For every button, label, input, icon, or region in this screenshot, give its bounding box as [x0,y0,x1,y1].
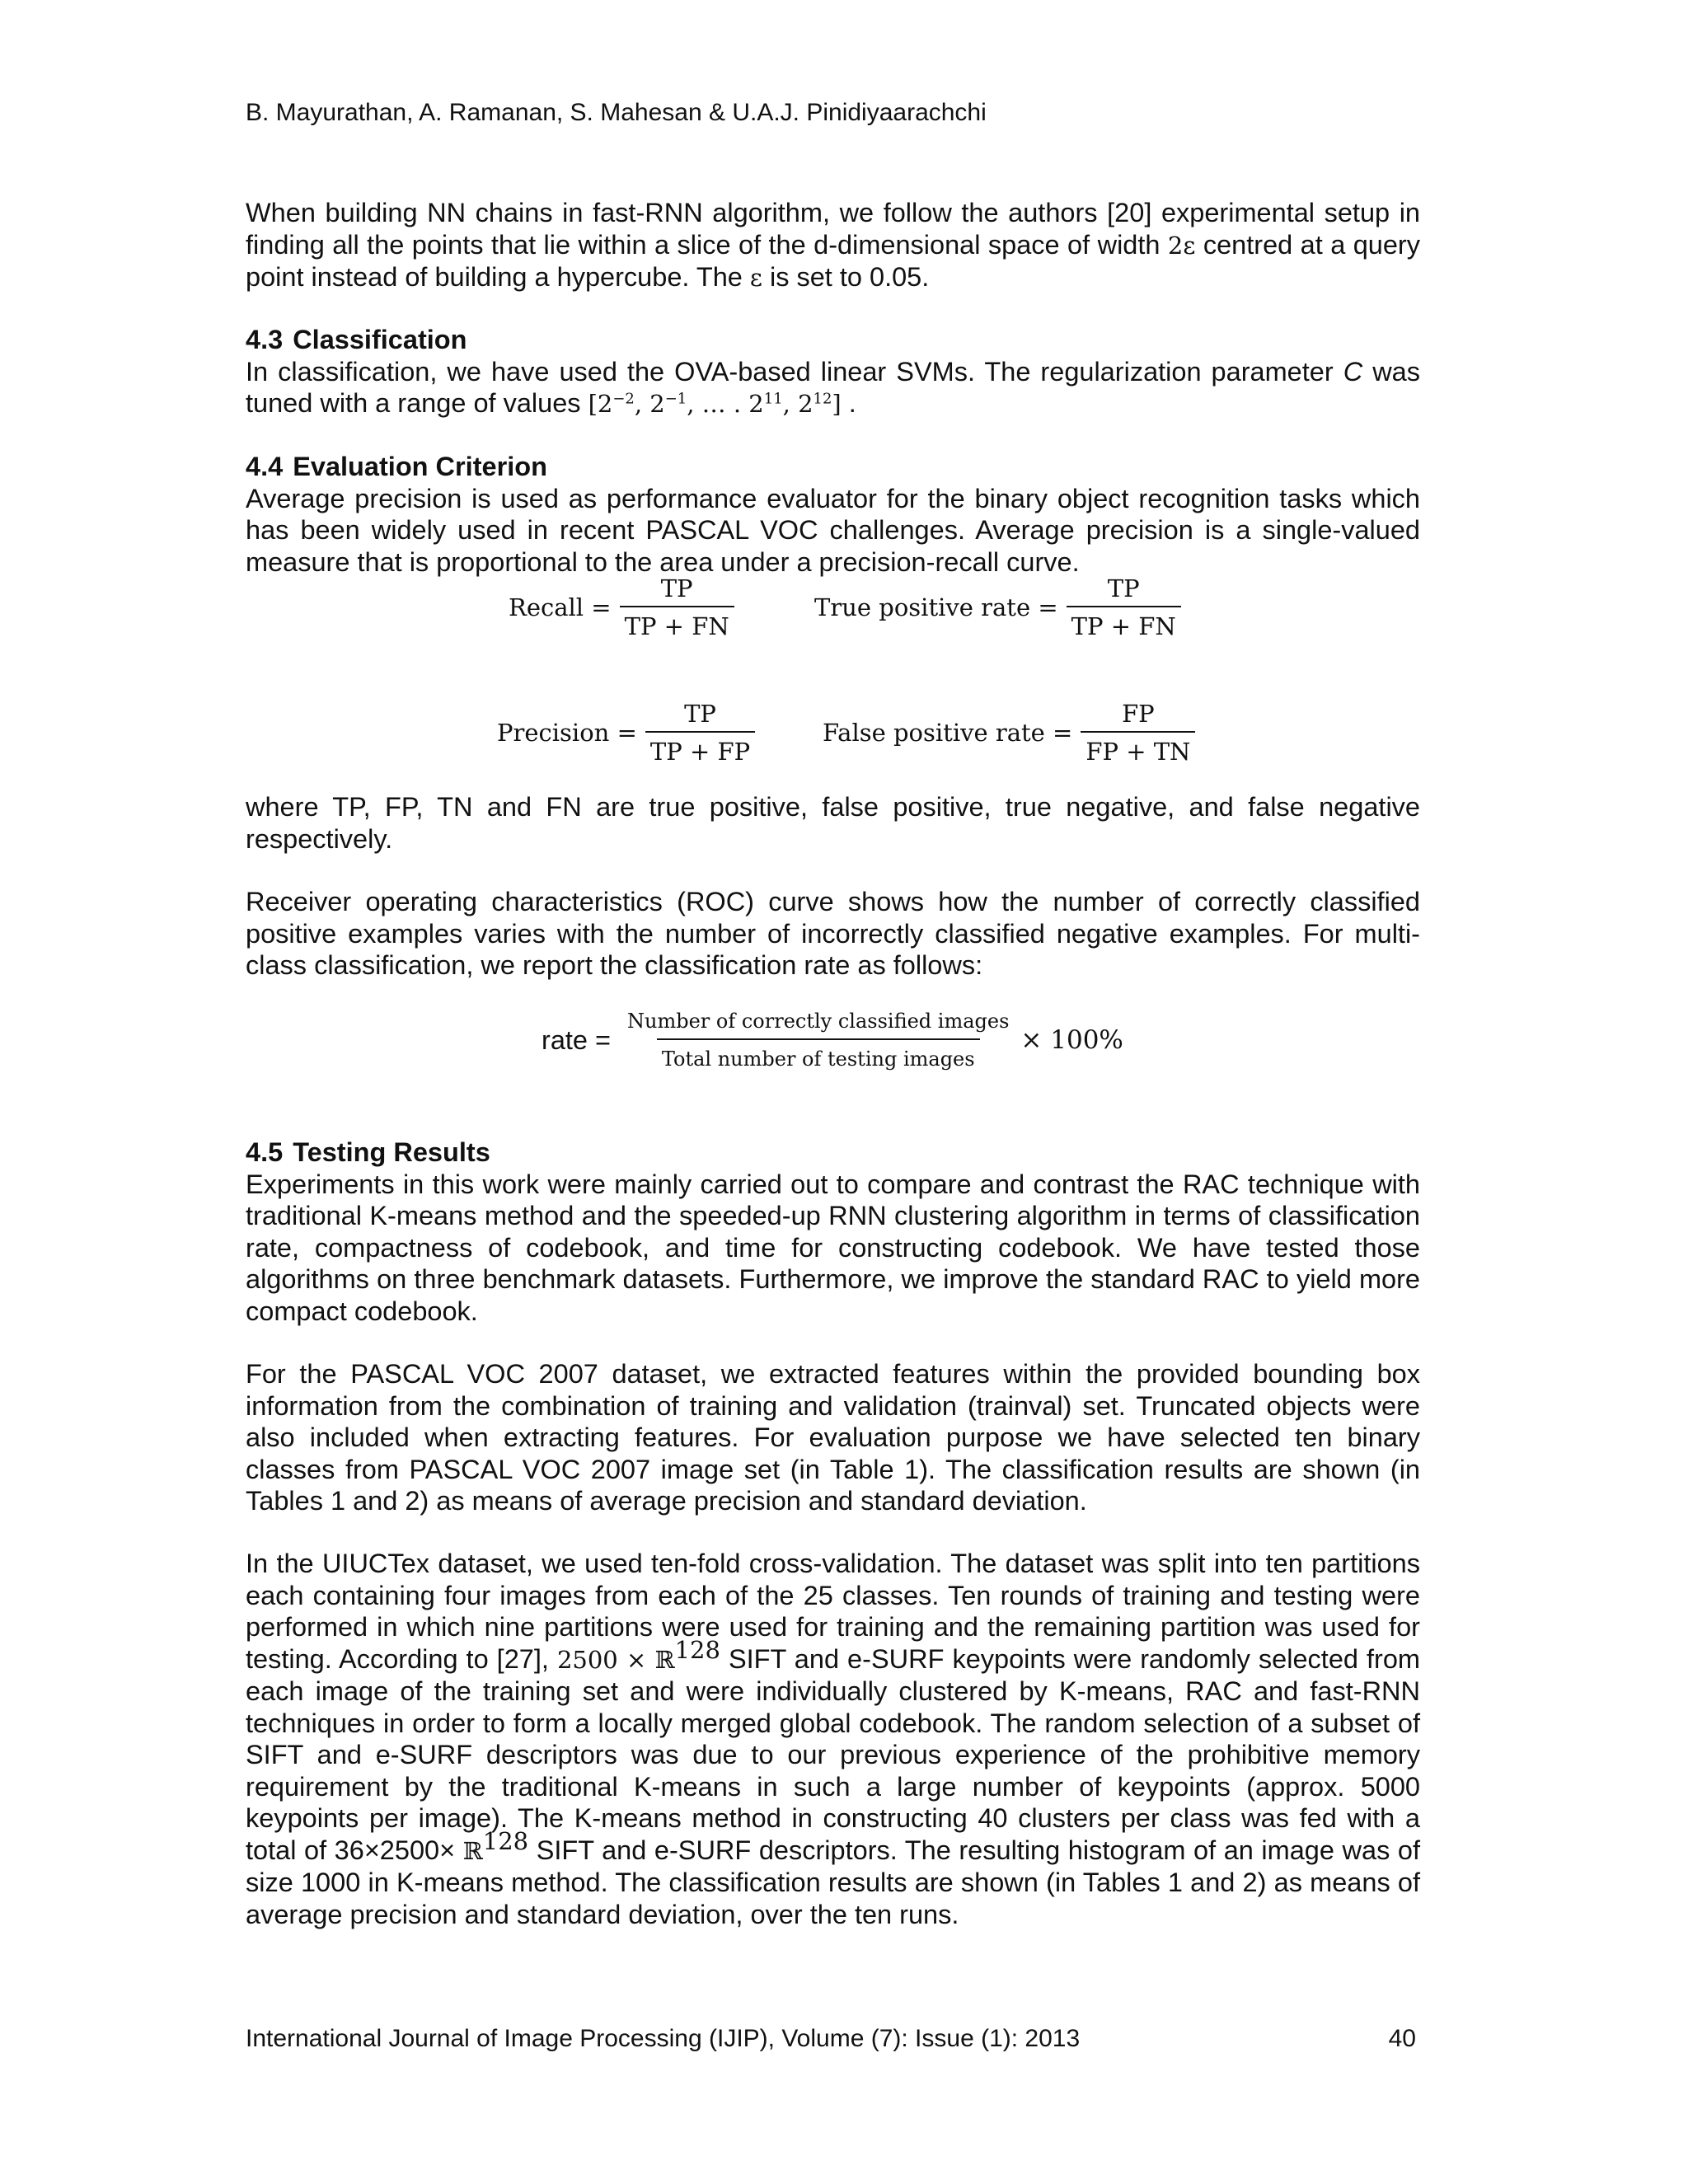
classification-text-1: In classification, we have used the OVA-based linear SVMs. The regularization parameter [246,356,1343,387]
keypoint-math-1: 2500 × ℝ [556,1645,675,1674]
uiuctex-text-3: SIFT and e-SURF descriptors. The resulting histogram of an image was of size 1000 in K-means method. The classification results are shown (in Tables 1 and 2) as means of average precision and standard deviation, over the ten runs. [246,1835,1420,1929]
uiuctex-block [246,1548,1420,1930]
intro-paragraph [246,197,1420,294]
param-c: C [1343,356,1363,387]
denominator: TP + FP [645,731,755,766]
page-number: 40 [1388,2025,1416,2052]
section-title: Testing Results [293,1137,490,1167]
formula-label: False positive rate = [823,719,1073,747]
fraction [1067,574,1181,640]
fraction [620,574,734,640]
formula-label: True positive rate = [814,593,1058,621]
width-math: 2ε [1167,231,1196,260]
classification-text-2: was tuned with a range of values [246,356,1421,418]
formula-label: Recall = [509,593,612,621]
rate-fraction [622,1007,1014,1073]
pascal-block [246,1358,1420,1517]
section-4-3 [246,324,1420,420]
section-number: 4.3 [246,325,284,354]
section-title: Evaluation Criterion [293,452,547,481]
section-heading-4-4 [246,451,1420,483]
epsilon-math: ε [749,264,762,292]
numerator: TP [1107,574,1140,602]
denominator: FP + TN [1081,731,1195,766]
journal-citation: International Journal of Image Processing (IJIP), Volume (7): Issue (1): 2013 [246,2025,1081,2052]
intro-text-1: When building NN chains in fast-RNN algorithm, we follow the authors [20] experimental setup in finding all the points that lie within a slice of the d-dimensional space of width [246,198,1420,260]
recall-formula [509,574,734,640]
roc-block [246,886,1420,982]
formula-label: Precision = [497,719,637,747]
rate-denominator: Total number of testing images [657,1038,980,1073]
range-math: [$2^{-2}$, $2^{-1}$, … . $2^{11}$, $2^{12}$] [588,390,842,418]
section-heading-4-5 [246,1137,1420,1169]
evaluation-paragraph: Average precision is used as performance evaluator for the binary object recognition tasks which has been widely used in recent PASCAL VOC challenges. Average precision is a single-valued measure that is proportional to the area under a precision-recall curve. [246,483,1420,577]
rate-label: rate = [542,1024,612,1055]
section-4-5 [246,1137,1420,1327]
section-number: 4.4 [246,452,284,481]
where-block [246,791,1420,855]
precision-formula [497,700,755,766]
where-paragraph: where TP, FP, TN and FN are true positive, false positive, true negative, and false negative respectively. [246,792,1420,854]
section-number: 4.5 [246,1137,284,1167]
tpr-formula [814,574,1181,640]
numerator: FP [1122,700,1155,728]
denominator: TP + FN [620,606,734,640]
running-header-authors: B. Mayurathan, A. Ramanan, S. Mahesan & U.A.J. Pinidiyaarachchi [246,99,987,126]
keypoint-exponent-2: 128 [482,1826,529,1855]
fraction [1081,700,1195,766]
rate-formula [542,1007,1123,1073]
intro-text-3: is set to 0.05. [762,262,930,292]
roc-paragraph: Receiver operating characteristics (ROC) curve shows how the number of correctly classified positive examples varies with the number of incorrectly classified negative examples. For multi-class classification, we report the classification rate as follows: [246,887,1420,980]
denominator: TP + FN [1067,606,1181,640]
section-4-4 [246,451,1420,578]
keypoint-math-2: ℝ [462,1836,483,1865]
classification-paragraph [246,356,1420,420]
testing-paragraph-1: Experiments in this work were mainly carried out to compare and contrast the RAC technique with traditional K-means method and the speeded-up RNN clustering algorithm in terms of classification rate, compactness of codebook, and time for constructing codebook. We have tested those algorithms on three benchmark datasets. Furthermore, we improve the standard RAC to yield more compact codebook. [246,1169,1420,1326]
testing-paragraph-2: For the PASCAL VOC 2007 dataset, we extracted features within the provided bounding box information from the combination of training and validation (trainval) set. Truncated objects were also included when extracting features. For evaluation purpose we have selected ten binary classes from PASCAL VOC 2007 image set (in Table 1). The classification results are shown (in Tables 1 and 2) as means of average precision and standard deviation. [246,1359,1420,1516]
section-heading-4-3 [246,324,1420,356]
section-title: Classification [293,325,467,354]
numerator: TP [684,700,716,728]
classification-text-3: . [841,388,856,418]
fraction [645,700,755,766]
testing-paragraph-3 [246,1548,1420,1930]
intro-text-2: centred at a query point instead of building a hypercube. The [246,229,1420,292]
rate-multiplier: × 100% [1020,1025,1123,1055]
numerator: TP [660,574,693,602]
uiuctex-text-2: SIFT and e-SURF keypoints were randomly selected from each image of the training set and were individually clustered by K-means, RAC and fast-RNN techniques in order to form a locally merged global codebook. The random selection of a subset of SIFT and e-SURF descriptors was due to our previous experience of the prohibitive memory requirement by the traditional K-means in such a large number of keypoints (approx. 5000 keypoints per image). The K-means method in constructing 40 clusters per class was fed with a total of 36×2500× [246,1643,1420,1865]
page-footer [246,2022,1416,2055]
fpr-formula [823,700,1195,766]
keypoint-exponent-1: 128 [674,1635,720,1664]
intro-block [246,197,1420,294]
rate-numerator: Number of correctly classified images [627,1010,1010,1033]
uiuctex-text-1: In the UIUCTex dataset, we used ten-fold cross-validation. The dataset was split into ten partitions each containing four images from each of the 25 classes. Ten rounds of training and testing were performed in which nine partitions were used for training and the remaining partition was used for testing. According to [27], [246,1549,1420,1674]
